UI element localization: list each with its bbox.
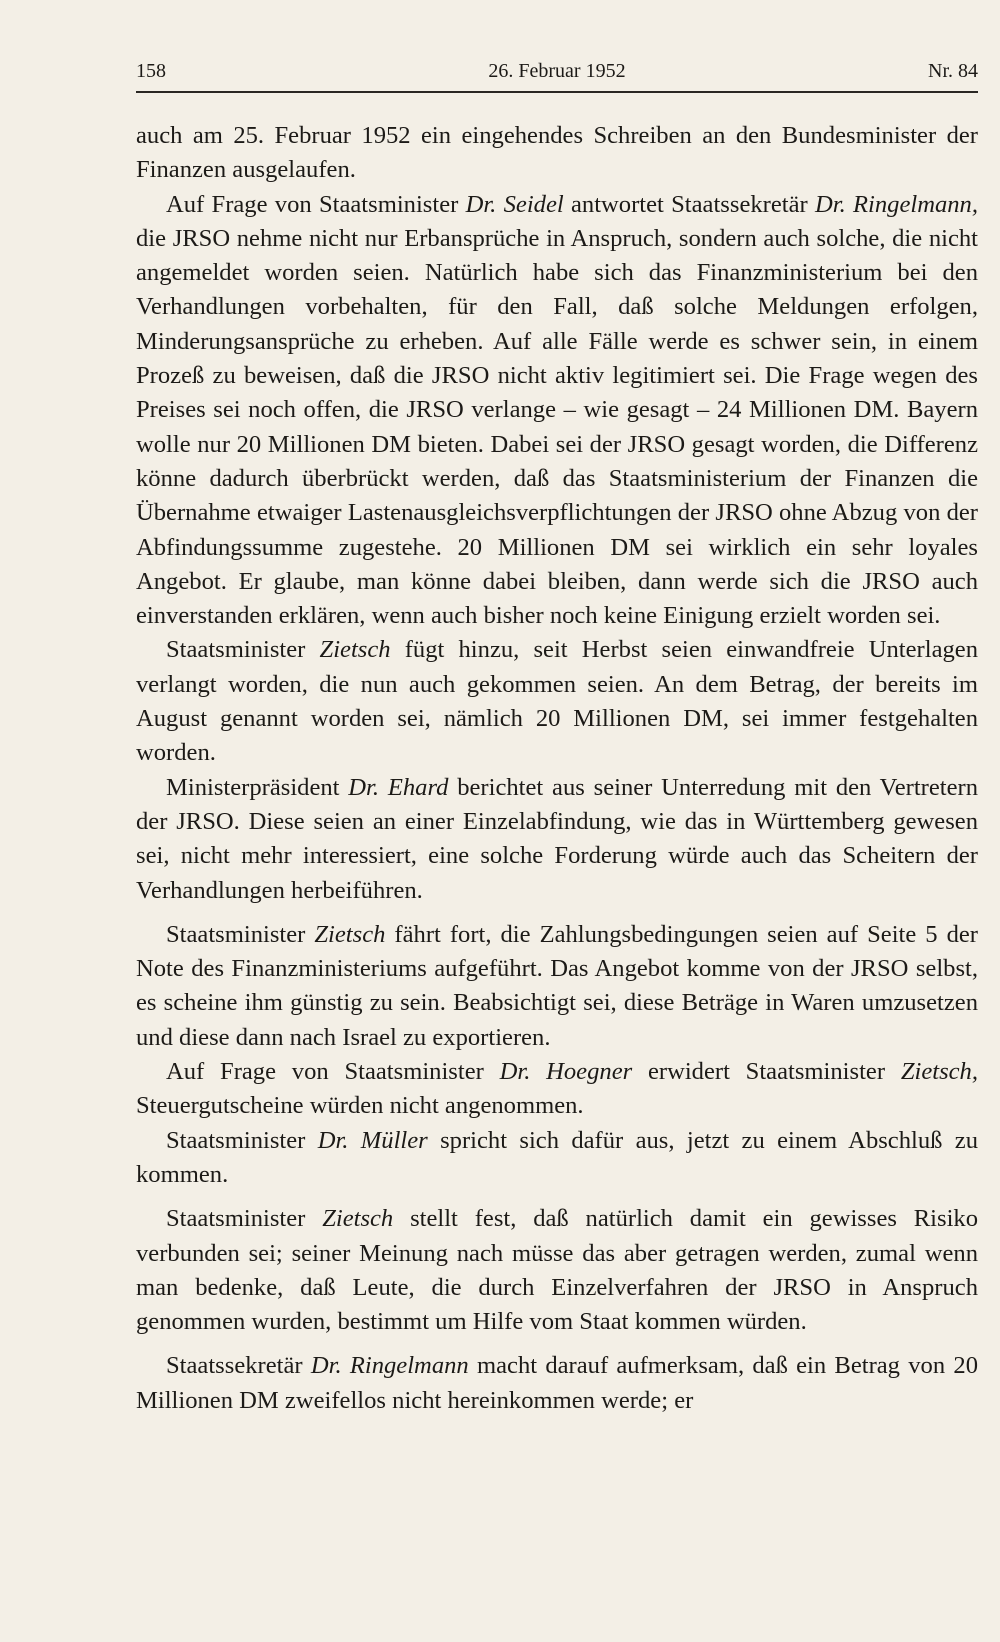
paragraph-text: Staatssekretär	[166, 1352, 311, 1380]
paragraph	[136, 1349, 978, 1418]
paragraph-text: fügt hinzu, seit Herbst seien einwandfreie Unterlagen verlangt worden, die nun auch gekommen seien. An dem Betrag, der bereits im August genannt worden sei, nämlich 20 Millionen DM, sei immer festgehalten worden.	[136, 636, 978, 767]
person-name: Dr. Seidel	[465, 190, 564, 218]
paragraph	[136, 188, 978, 634]
paragraph	[136, 1055, 978, 1124]
paragraph-text: fährt fort, die Zahlungsbedingungen seien auf Seite 5 der Note des Finanzministeriums aufgeführt. Das Angebot komme von der JRSO selbst, es scheine ihm günstig zu sein. Beabsichtigt sei, diese Beträge in Waren umzusetzen und diese dann nach Israel zu exportieren.	[136, 920, 978, 1051]
paragraph-text: antwortet Staatssekretär	[563, 190, 815, 218]
paragraph-text: Ministerpräsident	[166, 773, 349, 801]
person-name: Dr. Müller	[317, 1126, 428, 1154]
paragraph-text: Auf Frage von Staatsminister	[166, 190, 466, 218]
page-number: 158	[136, 60, 166, 82]
paragraph-text: stellt fest, daß natürlich damit ein gewisses Risiko verbunden sei; seiner Meinung nach müsse das aber getragen werden, zumal wenn man bedenke, daß Leute, die durch Einzelverfahren der JRSO in Anspruch genommen wurden, bestimmt um Hilfe vom Staat kommen würden.	[136, 1205, 979, 1336]
paragraph	[136, 1124, 978, 1193]
paragraph-text: Staatsminister	[166, 636, 320, 664]
paragraph	[136, 119, 978, 188]
paragraph-text: spricht sich dafür aus, jetzt zu einem Abschluß zu kommen.	[136, 1126, 979, 1188]
paragraph	[136, 1202, 978, 1339]
paragraph-text: auch am 25. Februar 1952 ein eingehendes Schreiben an den Bundesminister der Finanzen ausgelaufen.	[136, 122, 978, 184]
person-name: Dr. Hoegner	[499, 1058, 633, 1086]
paragraph-text: Staatsminister	[166, 920, 315, 948]
paragraph-text: macht darauf aufmerksam, daß ein Betrag von 20 Millionen DM zweifellos nicht hereinkommen werde; er	[136, 1352, 978, 1414]
person-name: Zietsch	[319, 636, 391, 664]
person-name: Dr. Ehard	[348, 773, 449, 801]
person-name: Zietsch,	[900, 1058, 979, 1086]
person-name: Zietsch	[322, 1205, 394, 1233]
paragraph	[136, 633, 978, 770]
body-text	[136, 119, 978, 1418]
person-name: Dr. Ringelmann	[310, 1352, 469, 1380]
paragraph-text: erwidert Staatsminister	[632, 1058, 901, 1086]
paragraph-text: Auf Frage von Staatsminister	[166, 1058, 500, 1086]
running-header	[136, 60, 978, 93]
paragraph-text: berichtet aus seiner Unterredung mit den Vertretern der JRSO. Diese seien an einer Einzelabfindung, wie das in Württemberg gewesen sei, nicht mehr interessiert, eine solche Forderung würde auch das Scheitern der Verhandlungen herbeiführen.	[136, 773, 978, 904]
paragraph	[136, 771, 978, 908]
paragraph-text: die JRSO nehme nicht nur Erbansprüche in Anspruch, sondern auch solche, die nicht angemeldet worden seien. Natürlich habe sich das Finanzministerium bei den Verhandlungen vorbehalten, für den Fall, daß solche Meldungen erfolgen, Minderungsansprüche zu erheben. Auf alle Fälle werde es schwer sein, in einem Prozeß zu beweisen, daß die JRSO nicht aktiv legitimiert sei. Die Frage wegen des Preises sei noch offen, die JRSO verlange – wie gesagt – 24 Millionen DM. Bayern wolle nur 20 Millionen DM bieten. Dabei sei der JRSO gesagt worden, die Differenz könne dadurch überbrückt werden, daß das Staatsministerium der Finanzen die Übernahme etwaiger Lastenausgleichsverpflichtungen der JRSO ohne Abzug von der Abfindungssumme zugestehe. 20 Millionen DM sei wirklich ein sehr loyales Angebot. Er glaube, man könne dabei bleiben, dann werde sich die JRSO auch einverstanden erklären, wenn auch bisher noch keine Einigung erzielt worden sei.	[136, 224, 978, 630]
header-date: 26. Februar 1952	[488, 60, 626, 82]
paragraph	[136, 918, 978, 1055]
paragraph-text: Staatsminister	[166, 1205, 323, 1233]
issue-number: Nr. 84	[928, 60, 978, 82]
person-name: Zietsch	[314, 920, 386, 948]
person-name: Dr. Ringelmann,	[814, 190, 978, 218]
paragraph-text: Steuergutscheine würden nicht angenommen.	[136, 1092, 584, 1120]
paragraph-text: Staatsminister	[166, 1126, 318, 1154]
